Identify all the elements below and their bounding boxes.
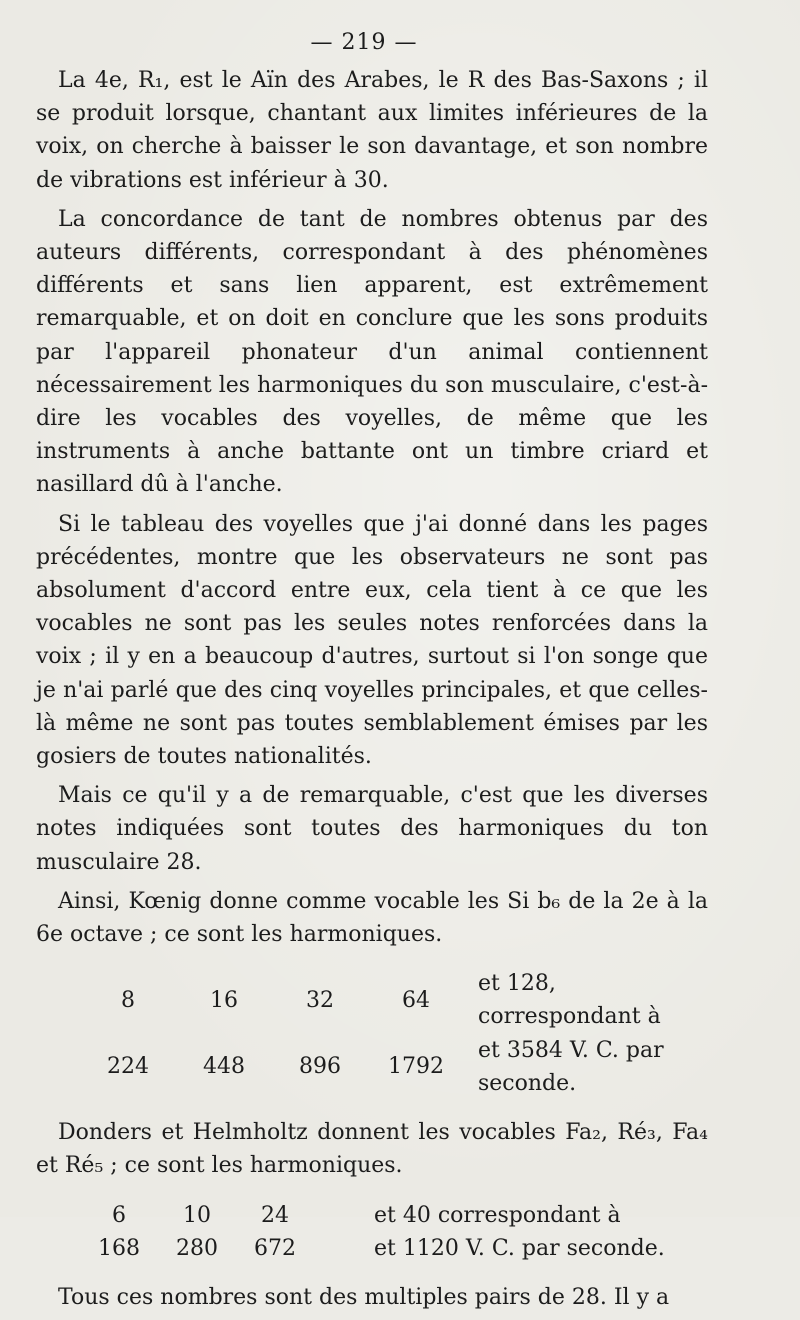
paragraph-3: Si le tableau des voyelles que j'ai donné dans les pages précédentes, montre que les observateurs ne sont pas absolument d'accord entre eux, cela tient à ce que les vocables ne sont pas les seules notes renforcées dans la voix ; il y en a beaucoup d'autres, surtout si l'on songe que je n'ai parlé que des cinq voyelles principales, et que celles-là même ne sont pas toutes semblablement émises par les gosiers de toutes nationalités. (36, 511, 708, 770)
harmonics-table-koenig (80, 967, 708, 1100)
table-cell: 168 (98, 1235, 140, 1261)
paragraph-5: Ainsi, Kœnig donne comme vocable les Si b₆ de la 2e à la 6e octave ; ce sont les harmoniques. (36, 888, 708, 948)
paragraph-4: Mais ce qu'il y a de remarquable, c'est que les diverses notes indiquées sont toutes des harmoniques du ton musculaire 28. (36, 783, 708, 875)
table-cell-tail: et 128, correspondant à (478, 971, 661, 1030)
table-cell: 32 (306, 987, 334, 1013)
table-cell: 896 (299, 1054, 341, 1080)
table-cell: 6 (112, 1202, 126, 1228)
table-cell: 1792 (388, 1054, 444, 1080)
table-row (80, 1034, 708, 1100)
table-row (80, 967, 708, 1033)
table-cell: 64 (402, 987, 430, 1013)
page-number: — 219 — (310, 30, 418, 55)
paragraph-6: Donders et Helmholtz donnent les vocables Fa₂, Ré₃, Fa₄ et Ré₅ ; ce sont les harmoniques. (36, 1120, 708, 1179)
paragraph-2: La concordance de tant de nombres obtenus par des auteurs différents, correspondant à des phénomènes différents et sans lien apparent, est extrêmement remarquable, et on doit en conclure que les sons produits par l'appareil phonateur d'un animal contiennent nécessairement les harmoniques du son musculaire, c'est-à-dire les vocables des voyelles, de même que les instruments à anche battante ont un timbre criard et nasillard dû à l'anche. (36, 206, 708, 498)
table-cell-tail: et 40 correspondant à (374, 1202, 621, 1228)
table-cell: 224 (107, 1054, 149, 1080)
paragraph-1: La 4e, R₁, est le Aïn des Arabes, le R des Bas-Saxons ; il se produit lorsque, chantant aux limites inférieures de la voix, on cherche à baisser le son davantage, et son nombre de vibrations est inférieur à 30. (36, 68, 708, 193)
body-text (36, 64, 708, 1320)
paragraph-7: Tous ces nombres sont des multiples pairs de 28. Il y a (58, 1284, 670, 1310)
table-row (80, 1232, 665, 1265)
harmonics-table-donders (80, 1199, 665, 1265)
table-cell-tail: et 1120 V. C. par seconde. (374, 1235, 665, 1261)
table-cell-tail: et 3584 V. C. par seconde. (478, 1037, 664, 1096)
table-cell: 10 (183, 1202, 211, 1228)
table-cell: 280 (176, 1235, 218, 1261)
table-cell: 24 (261, 1202, 289, 1228)
table-cell: 16 (210, 987, 238, 1013)
table-cell: 672 (254, 1235, 296, 1261)
table-row (80, 1199, 665, 1232)
table-cell: 8 (121, 987, 135, 1013)
table-cell: 448 (203, 1054, 245, 1080)
